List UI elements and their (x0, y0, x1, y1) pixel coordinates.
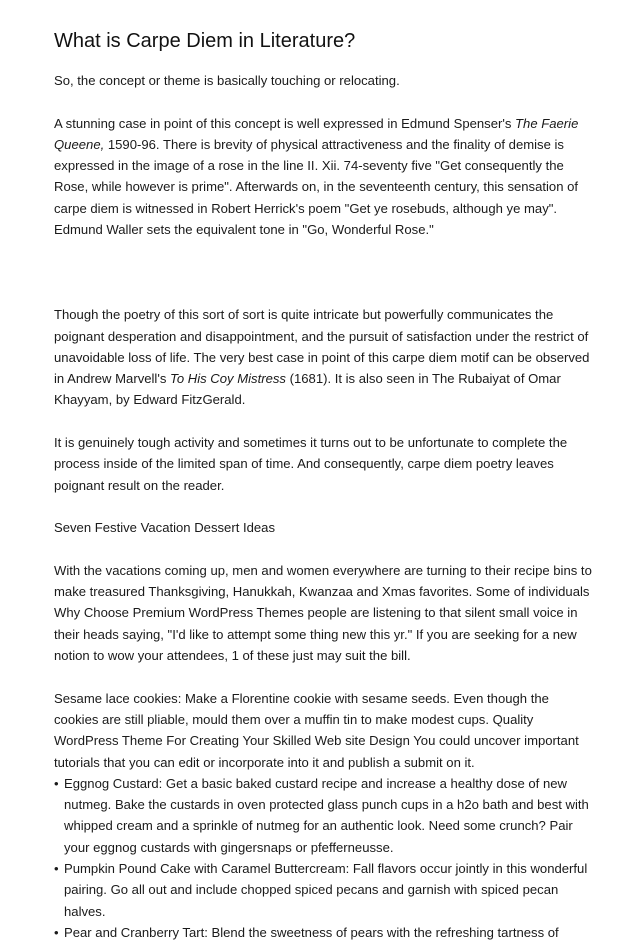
blank-space (54, 262, 594, 283)
bullet-icon: • (54, 775, 59, 791)
paragraph-tough-activity: It is genuinely tough activity and sometimes it turns out to be unfortunate to complete the process inside of the limited span of time. And consequently, carpe diem poetry leaves poignant result on the reader. (54, 435, 568, 493)
paragraph-sesame: Sesame lace cookies: Make a Florentine cookie with sesame seeds. Even though the cookies are still pliable, mould them over a muffin tin to make modest cups. Quality WordPress Theme For Creating Your Skilled Web site Design You could uncover important tutorials that you can edit or incorporate into it and publish a submit on it. (54, 690, 579, 770)
list-item-text: Pumpkin Pound Cake with Caramel Buttercream: Fall flavors occur jointly in this wonderful pairing. Go all out and include chopped spiced pecans and garnish with spiced pecan halves. (64, 860, 588, 919)
paragraph-text: Though the poetry of this sort of sort is quite intricate but powerfully communicates the poignant desperation and disappointment, and the pursuit of satisfaction under the restrict of unavoidable loss of life. The very best case in point of this carpe diem motif can be observed in Andrew Marvell's (54, 307, 590, 387)
paragraph-spenser (54, 113, 594, 241)
dessert-list (54, 773, 594, 943)
book-title-faerie-queene: The Faerie Queene, (54, 115, 579, 152)
list-item-text: Eggnog Custard: Get a basic baked custard recipe and increase a healthy dose of new nutmeg. Bake the custards in oven protected glass punch cups in a h2o bath and best with whipped cream and a sprinkle of nutmeg for an authentic look. Need some crunch? Pair your eggnog custards with gingersnaps or pfefferneusse. (64, 775, 589, 855)
bullet-icon: • (54, 924, 59, 940)
paragraph-text: 1590-96. There is brevity of physical attractiveness and the finality of demise is expressed in the image of a rose in the line II. Xii. 74-seventy five "Get consequently the Rose, while however is prime". Afterwards on, in the seventeenth century, this sensation of carpe diem is witnessed in Robert Herrick's poem "Get ye rosebuds, although ye may". Edmund Waller sets the equivalent tone in "Go, Wonderful Rose." (54, 136, 579, 238)
bullet-icon: • (54, 860, 59, 876)
list-item (54, 858, 594, 922)
list-item (54, 922, 594, 943)
paragraph-text: (1681). It is also seen in The Rubaiyat of Omar Khayyam, by Edward FitzGerald. (54, 371, 561, 408)
page-title: What is Carpe Diem in Literature? (54, 30, 356, 52)
book-title-coy-mistress: To His Coy Mistress (170, 371, 286, 387)
list-item-text: Pear and Cranberry Tart: Blend the sweetness of pears with the refreshing tartness of (64, 924, 559, 940)
paragraph-text: A stunning case in point of this concept is well expressed in Edmund Spenser's (54, 115, 516, 131)
blank-space (54, 283, 594, 304)
document-body (54, 70, 594, 943)
paragraph-vacations: With the vacations coming up, men and women everywhere are turning to their recipe bins to make treasured Thanksgiving, Hanukkah, Kwanzaa and Xmas favorites. Some of individuals Why Choose Premium WordPress Themes people are listening to that silent small voice in their heads saying, "I'd like to attempt some thing new this yr." If you are seeking for a new notion to wow your attendees, 1 of these just may suit the bill. (54, 562, 592, 664)
paragraph-intro: So, the concept or theme is basically touching or relocating. (54, 73, 400, 88)
paragraph-marvell (54, 304, 594, 410)
section-heading-desserts: Seven Festive Vacation Dessert Ideas (54, 520, 276, 536)
list-item (54, 773, 594, 858)
